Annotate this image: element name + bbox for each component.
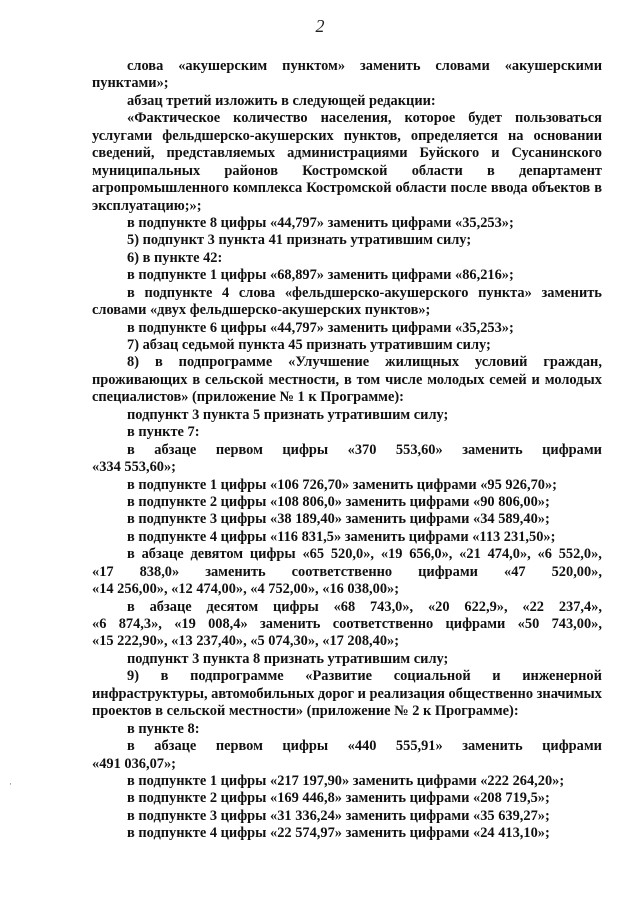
word: подпункте bbox=[144, 284, 213, 301]
word: десятом bbox=[206, 598, 259, 615]
word: первом bbox=[215, 738, 263, 755]
word: определяется bbox=[410, 127, 498, 144]
word: «Улучшение bbox=[288, 354, 370, 371]
text-line bbox=[92, 668, 602, 685]
word: граждан, bbox=[543, 354, 602, 371]
word: «50 bbox=[517, 616, 540, 632]
text-line: «15 222,90», «13 237,40», «5 074,30», «17 208,40»; bbox=[92, 633, 399, 650]
text-line: «14 256,00», «12 474,00», «4 752,00», «16 038,00»; bbox=[92, 581, 399, 598]
word: заменить bbox=[360, 58, 421, 74]
word: пользоваться bbox=[514, 110, 602, 127]
text-line bbox=[92, 145, 602, 162]
word: соответственно bbox=[291, 563, 393, 580]
word: слова bbox=[127, 58, 164, 74]
word: цифрами bbox=[418, 563, 478, 580]
word: инфраструктуры, bbox=[92, 685, 208, 702]
text-line bbox=[92, 599, 602, 616]
word: условий bbox=[475, 354, 528, 371]
word: 474,0», bbox=[487, 546, 531, 563]
text-line bbox=[92, 128, 602, 145]
word: которое bbox=[404, 110, 456, 127]
text-line: в подпункте 2 цифры «169 446,8» заменить цифрами «208 719,5»; bbox=[127, 790, 550, 807]
text-line: в подпункте 8 цифры «44,797» заменить цифрами «35,253»; bbox=[127, 214, 514, 231]
text-line: «491 036,07»; bbox=[92, 755, 176, 772]
word: заменить bbox=[541, 284, 602, 301]
word: подпрограмме bbox=[178, 354, 273, 371]
word: 552,0», bbox=[558, 546, 602, 563]
word: в bbox=[127, 598, 135, 615]
word: заменить bbox=[259, 616, 321, 632]
word: районов bbox=[224, 162, 278, 179]
word: семей bbox=[489, 371, 527, 388]
word: сельской bbox=[204, 371, 264, 388]
word: 008,4» bbox=[208, 616, 248, 632]
word: в bbox=[127, 284, 135, 301]
word: слова bbox=[238, 284, 276, 301]
text-line: в подпункте 4 цифры «22 574,97» заменить цифрами «24 413,10»; bbox=[127, 825, 550, 842]
word: 656,0», bbox=[409, 546, 453, 563]
document-body bbox=[92, 58, 602, 843]
page-number: 2 bbox=[315, 16, 325, 36]
word: муниципальных bbox=[92, 162, 201, 179]
text-line: 7) абзац седьмой пункта 45 признать утратившим силу; bbox=[127, 337, 491, 353]
text-line bbox=[92, 616, 602, 633]
word: 743,00», bbox=[551, 616, 602, 632]
word: девятом bbox=[190, 546, 244, 563]
text-line bbox=[92, 163, 602, 180]
text-line: 5) подпункт 3 пункта 41 признать утратившим силу; bbox=[127, 232, 472, 249]
word: 520,0», bbox=[330, 546, 375, 563]
word: Костромской bbox=[302, 162, 388, 179]
word: абзаце bbox=[154, 441, 197, 458]
word: 553,60» bbox=[395, 441, 443, 458]
word: автомобильных bbox=[211, 685, 315, 702]
word: области bbox=[411, 162, 463, 179]
word: в bbox=[160, 668, 169, 685]
text-line: в подпункте 1 цифры «106 726,70» заменить цифрами «95 926,70»; bbox=[127, 476, 557, 493]
word: 4 bbox=[222, 284, 230, 301]
word: реализация bbox=[369, 685, 445, 702]
word: пунктов, bbox=[343, 127, 401, 144]
word: фельдшерско-акушерских bbox=[162, 127, 334, 144]
word: заменить bbox=[462, 738, 523, 755]
word: цифрами bbox=[542, 441, 602, 458]
word: в bbox=[343, 371, 352, 388]
word: числе bbox=[385, 371, 423, 388]
word: 743,0», bbox=[369, 598, 414, 615]
word: основании bbox=[533, 127, 602, 144]
text-line: в подпункте 6 цифры «44,797» заменить цифрами «35,253»; bbox=[127, 319, 514, 336]
text-line: абзац третий изложить в следующей редакции: bbox=[127, 92, 436, 109]
word: дорог bbox=[317, 685, 355, 702]
word: в bbox=[127, 441, 135, 458]
word: «440 bbox=[347, 738, 377, 755]
text-line bbox=[92, 738, 602, 755]
word: «акушерскими bbox=[504, 58, 602, 74]
text-line: в подпункте 4 цифры «116 831,5» заменить цифрами «113 231,50»; bbox=[127, 528, 556, 545]
text-line bbox=[92, 564, 602, 581]
text-line bbox=[92, 546, 602, 563]
word: «Развитие bbox=[305, 668, 373, 685]
text-line: подпункт 3 пункта 5 признать утратившим силу; bbox=[127, 406, 449, 423]
text-line bbox=[92, 285, 602, 302]
text-line: эксплуатацию;»; bbox=[92, 197, 202, 214]
word: населения, bbox=[320, 110, 392, 127]
word: 838,0» bbox=[139, 563, 180, 580]
text-line: проектов в сельской местности» (приложение № 2 к Программе): bbox=[92, 703, 519, 720]
word: «акушерским bbox=[178, 58, 268, 74]
text-line: подпункт 3 пункта 8 признать утратившим силу; bbox=[127, 650, 449, 667]
word: в bbox=[594, 180, 602, 197]
word: и bbox=[531, 371, 540, 388]
word: молодых bbox=[544, 371, 602, 388]
text-line bbox=[92, 686, 602, 703]
word: пунктом» bbox=[282, 58, 346, 74]
text-line: в пункте 8: bbox=[127, 720, 200, 737]
word: первом bbox=[215, 441, 263, 458]
word: в bbox=[192, 371, 201, 388]
word: в bbox=[486, 162, 495, 179]
text-line: 6) в пункте 42: bbox=[127, 249, 223, 266]
word: 555,91» bbox=[395, 738, 443, 755]
word: словами bbox=[435, 58, 490, 74]
word: будет bbox=[468, 110, 502, 127]
word: и bbox=[491, 145, 500, 162]
word: в bbox=[154, 354, 163, 371]
word: заменить bbox=[205, 563, 266, 580]
word: инженерной bbox=[522, 668, 602, 685]
text-line: в подпункте 3 цифры «38 189,40» заменить цифрами «34 589,40»; bbox=[127, 511, 550, 528]
text-line bbox=[92, 442, 602, 459]
word: цифры bbox=[282, 441, 329, 458]
word: цифры bbox=[249, 546, 296, 563]
word: «370 bbox=[347, 441, 377, 458]
word: Костромской bbox=[306, 180, 392, 197]
word: «фельдшерско-акушерского bbox=[284, 284, 469, 301]
word: департамент bbox=[518, 162, 602, 179]
word: соответственно bbox=[332, 616, 434, 632]
word: «Фактическое bbox=[127, 110, 221, 127]
word: «21 bbox=[459, 546, 481, 563]
word: «6 bbox=[92, 616, 107, 632]
text-line bbox=[92, 58, 602, 75]
word: Буйского bbox=[419, 145, 480, 162]
word: комплекса bbox=[232, 180, 303, 197]
word: значимых bbox=[536, 685, 602, 702]
word: цифрами bbox=[542, 738, 602, 755]
word: представляемых bbox=[166, 145, 276, 162]
word: администрациями bbox=[287, 145, 408, 162]
word: общественно bbox=[448, 685, 534, 702]
word: жилищных bbox=[385, 354, 460, 371]
word: «22 bbox=[522, 598, 544, 615]
word: услугами bbox=[92, 127, 153, 144]
word: 520,00», bbox=[551, 563, 602, 580]
word: «6 bbox=[537, 546, 552, 563]
word: агропромышленного bbox=[92, 180, 229, 197]
text-line bbox=[92, 354, 602, 371]
word: «20 bbox=[427, 598, 450, 615]
text-line bbox=[92, 110, 602, 127]
word: абзаце bbox=[149, 598, 192, 615]
word: 8) bbox=[127, 354, 139, 371]
word: после bbox=[450, 180, 487, 197]
word: ввода bbox=[490, 180, 528, 197]
text-line: в подпункте 1 цифры «217 197,90» заменить цифрами «222 264,20»; bbox=[127, 772, 565, 789]
word: цифрами bbox=[445, 616, 506, 632]
word: «17 bbox=[92, 563, 114, 580]
word: на bbox=[507, 127, 524, 144]
word: объектов bbox=[531, 180, 591, 197]
word: заменить bbox=[462, 441, 523, 458]
text-line: «334 553,60»; bbox=[92, 459, 176, 476]
text-line: пунктами»; bbox=[92, 75, 169, 92]
word: области bbox=[395, 180, 447, 197]
text-line bbox=[92, 180, 602, 197]
word: «19 bbox=[380, 546, 403, 563]
word: и bbox=[357, 685, 366, 702]
word: цифры bbox=[282, 738, 329, 755]
text-line: специалистов» (приложение № 1 к Программе): bbox=[92, 389, 404, 406]
word: «47 bbox=[504, 563, 526, 580]
word: «68 bbox=[333, 598, 356, 615]
word: молодых bbox=[427, 371, 485, 388]
text-line: в подпункте 2 цифры «108 806,0» заменить цифрами «90 806,00»; bbox=[127, 493, 550, 510]
word: 874,3», bbox=[118, 616, 162, 632]
word: Сусанинского bbox=[511, 145, 602, 162]
word: 237,4», bbox=[558, 598, 602, 615]
text-line bbox=[92, 372, 602, 389]
word: в bbox=[127, 546, 135, 563]
word: абзаце bbox=[154, 738, 197, 755]
text-line: словами «двух фельдшерско-акушерских пунктов»; bbox=[92, 302, 431, 319]
word: том bbox=[356, 371, 381, 388]
word: «65 bbox=[302, 546, 325, 563]
word: цифры bbox=[272, 598, 319, 615]
text-line: в пункте 7: bbox=[127, 424, 200, 441]
word: сведений, bbox=[92, 145, 155, 162]
word: местности, bbox=[268, 371, 340, 388]
text-line: в подпункте 1 цифры «68,897» заменить цифрами «86,216»; bbox=[127, 267, 514, 284]
word: и bbox=[492, 668, 501, 685]
margin-mark: · bbox=[9, 779, 12, 789]
word: «19 bbox=[174, 616, 196, 632]
word: пункта» bbox=[478, 284, 532, 301]
word: 9) bbox=[127, 668, 139, 685]
word: 622,9», bbox=[464, 598, 508, 615]
text-line: в подпункте 3 цифры «31 336,24» заменить цифрами «35 639,27»; bbox=[127, 807, 550, 824]
word: в bbox=[127, 738, 135, 755]
word: подпрограмме bbox=[190, 668, 284, 685]
word: социальной bbox=[393, 668, 471, 685]
word: абзаце bbox=[141, 546, 184, 563]
word: количество bbox=[233, 110, 308, 127]
word: проживающих bbox=[92, 371, 188, 388]
